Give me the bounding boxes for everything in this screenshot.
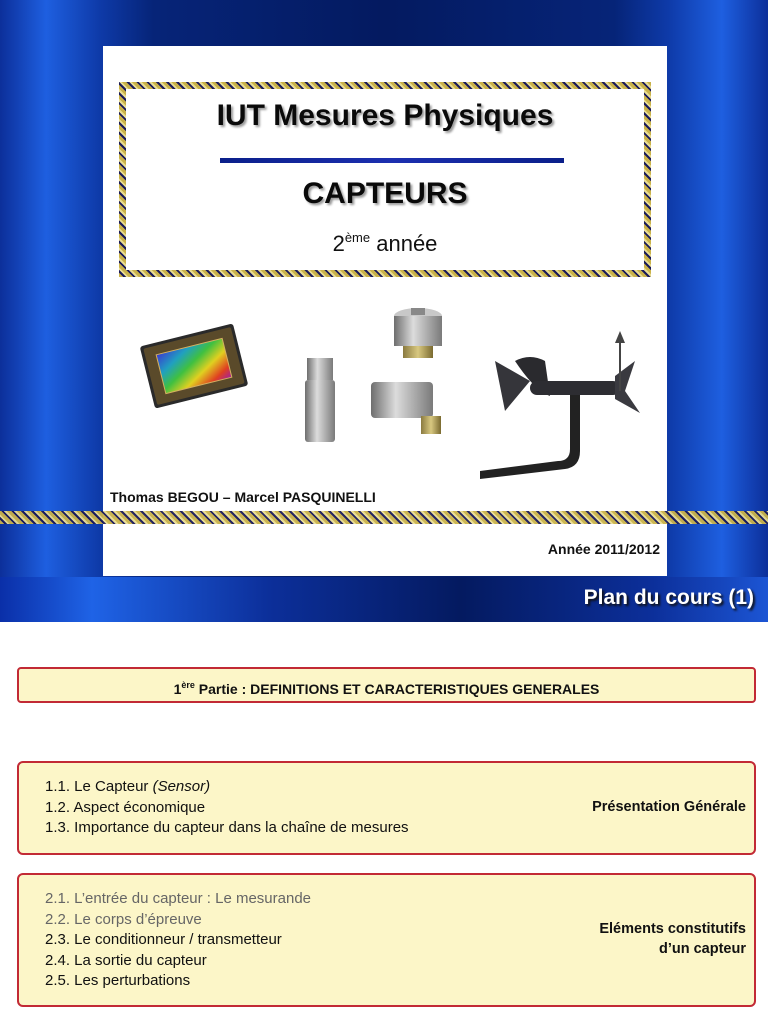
course-year-word: année bbox=[376, 231, 438, 256]
list-item: 2.5. Les perturbations bbox=[45, 972, 191, 989]
section-presentation bbox=[17, 761, 756, 855]
section-heading-line: Eléments constitutifs bbox=[599, 921, 746, 937]
list-item: 2.2. Le corps d’épreuve bbox=[45, 910, 202, 928]
course-subtitle: CAPTEURS bbox=[302, 177, 468, 210]
list-item: 2.1. L’entrée du capteur : Le mesurande bbox=[45, 890, 312, 907]
list-item: 1.1. Le Capteur (Sensor) bbox=[45, 778, 211, 795]
academic-year: Année 2011/2012 bbox=[547, 541, 660, 557]
list-item: 2.4. La sortie du capteur bbox=[45, 951, 207, 969]
course-year-number: 2 bbox=[332, 231, 345, 256]
course-year bbox=[126, 230, 644, 257]
section-heading: Présentation Générale bbox=[592, 799, 746, 815]
part-number: 1 bbox=[173, 681, 182, 697]
list-item: 1.2. Aspect économique bbox=[45, 798, 206, 816]
course-title: IUT Mesures Physiques bbox=[216, 99, 554, 132]
title-divider bbox=[220, 158, 564, 163]
part-heading bbox=[17, 667, 756, 703]
list-item: 2.3. Le conditionneur / transmetteur bbox=[45, 931, 282, 948]
title-frame bbox=[119, 82, 651, 277]
accelerometer-photo bbox=[303, 306, 453, 456]
decorative-band bbox=[0, 511, 768, 524]
part-label: Partie : DEFINITIONS ET CARACTERISTIQUES GENERALES bbox=[194, 681, 600, 697]
wind-vane-photo bbox=[475, 321, 660, 481]
section-heading bbox=[599, 919, 746, 959]
part-suffix: ère bbox=[181, 680, 195, 690]
list-item: 1.3. Importance du capteur dans la chaîne de mesures bbox=[45, 819, 409, 836]
section-heading-line: d’un capteur bbox=[658, 941, 746, 957]
plan-header-bar bbox=[0, 577, 768, 622]
section-elements bbox=[17, 873, 756, 1007]
section-items bbox=[45, 777, 409, 839]
plan-title: Plan du cours (1) bbox=[583, 586, 754, 609]
image-sensor-chip-photo bbox=[138, 316, 250, 416]
section-items bbox=[45, 889, 311, 992]
authors: Thomas BEGOU – Marcel PASQUINELLI bbox=[110, 489, 376, 505]
plan-slide bbox=[0, 577, 768, 1024]
title-slide-panel bbox=[103, 46, 667, 576]
course-year-suffix: ème bbox=[344, 230, 371, 245]
